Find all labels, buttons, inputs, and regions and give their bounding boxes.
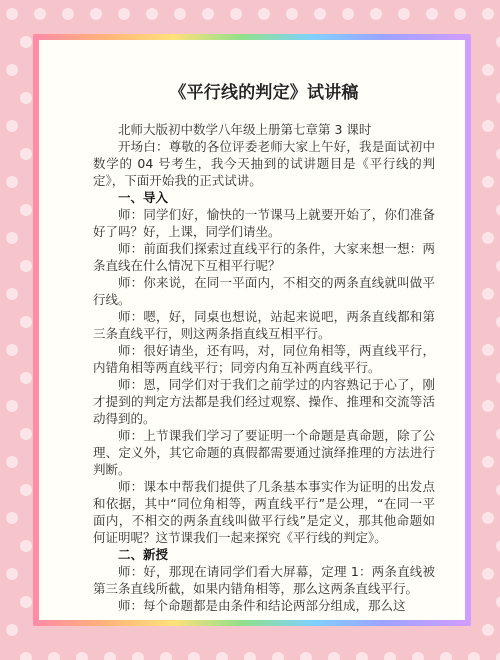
paragraph: 师：每个命题都是由条件和结论两部分组成，那么这 [118, 598, 406, 613]
paragraph: 师：嗯，好，同桌也想说，站起来说吧，两条直线都和第三条直线平行，则这两条指直线互相平行。 [93, 309, 435, 341]
paragraph: 师：很好请坐，还有吗，对，同位角相等，两直线平行，内错角相等两直线平行；同旁内角互补两直线平行。 [93, 343, 435, 375]
paragraph: 师：你来说，在同一平面内，不相交的两条直线就叫做平行线。 [93, 275, 435, 307]
document-title: 《平行线的判定》试讲稿 [169, 83, 359, 103]
paragraph: 师：课本中帮我们提供了几条基本事实作为证明的出发点和依据，其中“同位角相等，两直线平行”是公理，“在同一平面内，不相交的两条直线叫做平行线”是定义，那其他命题如何证明呢？这节课我们一起来探究《平行线的判定》。 [93, 479, 435, 545]
document-body [93, 121, 435, 614]
rainbow-frame [33, 34, 471, 626]
section-heading: 一、导入 [118, 190, 169, 205]
paragraph: 师：同学们好，愉快的一节课马上就要开始了，你们准备好了吗？好，上课，同学们请坐。 [93, 207, 435, 239]
section-heading: 二、新授 [118, 547, 169, 562]
document-paper [39, 40, 465, 620]
paragraph: 开场白：尊敬的各位评委老师大家上午好，我是面试初中数学的 04 号考生，我今天抽到的试讲题目是《平行线的判定》，下面开始我的正式试讲。 [93, 139, 435, 188]
paragraph: 师：好，那现在请同学们看大屏幕，定理 1：两条直线被第三条直线所截，如果内错角相等，那么这两条直线平行。 [93, 564, 435, 596]
paragraph: 师：前面我们探索过直线平行的条件，大家来想一想：两条直线在什么情况下互相平行呢？ [93, 241, 435, 273]
paragraph: 北师大版初中数学八年级上册第七章第 3 课时 [118, 122, 372, 137]
paragraph: 师：恩，同学们对于我们之前学过的内容熟记于心了，刚才提到的判定方法都是我们经过观察、操作、推理和交流等活动得到的。 [93, 377, 435, 426]
paragraph: 师：上节课我们学习了要证明一个命题是真命题，除了公理、定义外，其它命题的真假都需要通过演绎推理的方法进行判断。 [93, 428, 435, 477]
